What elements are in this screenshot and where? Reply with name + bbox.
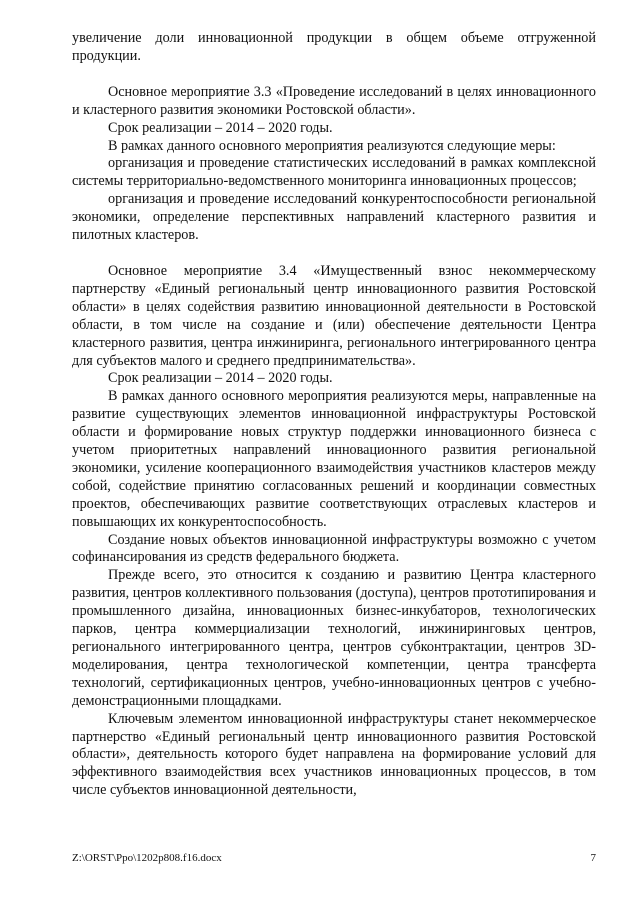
paragraph-term-3-4: Срок реализации – 2014 – 2020 годы. [108,370,333,387]
page-footer [72,852,596,864]
spacer [72,245,596,263]
paragraph-measure-item-2: организация и проведение исследований конкурентоспособности региональной экономики, определение перспективных направлений кластерного развития и пилотных кластеров. [72,191,596,244]
paragraph-measure-3-3: Основное мероприятие 3.3 «Проведение исследований в целях инновационного и кластерного развития экономики Ростовской области». [72,83,596,118]
paragraph-measures-intro: В рамках данного основного мероприятия реализуются следующие меры: [108,137,556,154]
page-number: 7 [590,852,596,864]
paragraph-measure-item-1: организация и проведение статистических исследований в рамках комплексной системы территориально-ведомственного мониторинга инновационных процессов; [72,155,596,190]
paragraph-new-objects: Создание новых объектов инновационной инфраструктуры возможно с учетом софинансирования из средств федерального бюджета. [72,531,596,566]
paragraph-first-of-all: Прежде всего, это относится к созданию и развитию Центра кластерного развития, центров коллективного пользования (доступа), центров прототипирования и промышленного дизайна, инновационных бизнес-инкубаторов, технологических парков, центра коммерциализации технологий, инжиниринговых центров, регионального интегрированного центра, центров субконтрактации, центров 3D-моделирования, центра технологической компетенции, центра трансферта технологий, сертификационных центров, учебно-инновационных центров с учебно-демонстрационными площадками. [72,567,596,709]
footer-file-path: Z:\ORST\Ppo\1202p808.f16.docx [72,852,222,864]
paragraph-measures-3-4: В рамках данного основного мероприятия реализуются меры, направленные на развитие существующих элементов инновационной инфраструктуры Ростовской области и формирование новых структур поддержки инновационного бизнеса с учетом приоритетных направлений инновационного развития региональной экономики, усиление кооперационного взаимодействия участников кластеров между собой, содействие принятию согласованных решений и координации совместных проектов, обеспечивающих развитие соответствующих отраслевых кластеров и повышающих их конкурентоспособность. [72,388,596,530]
spacer [72,66,596,84]
paragraph-key-element: Ключевым элементом инновационной инфраструктуры станет некоммерческое партнерство «Единый региональный центр инновационного развития Ростовской области», деятельность которого будет направлена на формирование условий для эффективного взаимодействия всех участников инновационных процессов, в том числе субъектов инновационной деятельности, [72,710,596,799]
document-body [72,30,596,800]
paragraph-1: увеличение доли инновационной продукции в общем объеме отгруженной продукции. [72,30,596,64]
paragraph-term-3-3: Срок реализации – 2014 – 2020 годы. [108,119,333,136]
paragraph-measure-3-4: Основное мероприятие 3.4 «Имущественный взнос некоммерческому партнерству «Единый региональный центр инновационного развития Ростовской области» в целях содействия развитию инновационной деятельности в Ростовской области, в том числе на создание и (или) обеспечение деятельности Центра кластерного развития, центра инжиниринга, регионального интегрированного центра для субъектов малого и среднего предпринимательства». [72,262,596,369]
